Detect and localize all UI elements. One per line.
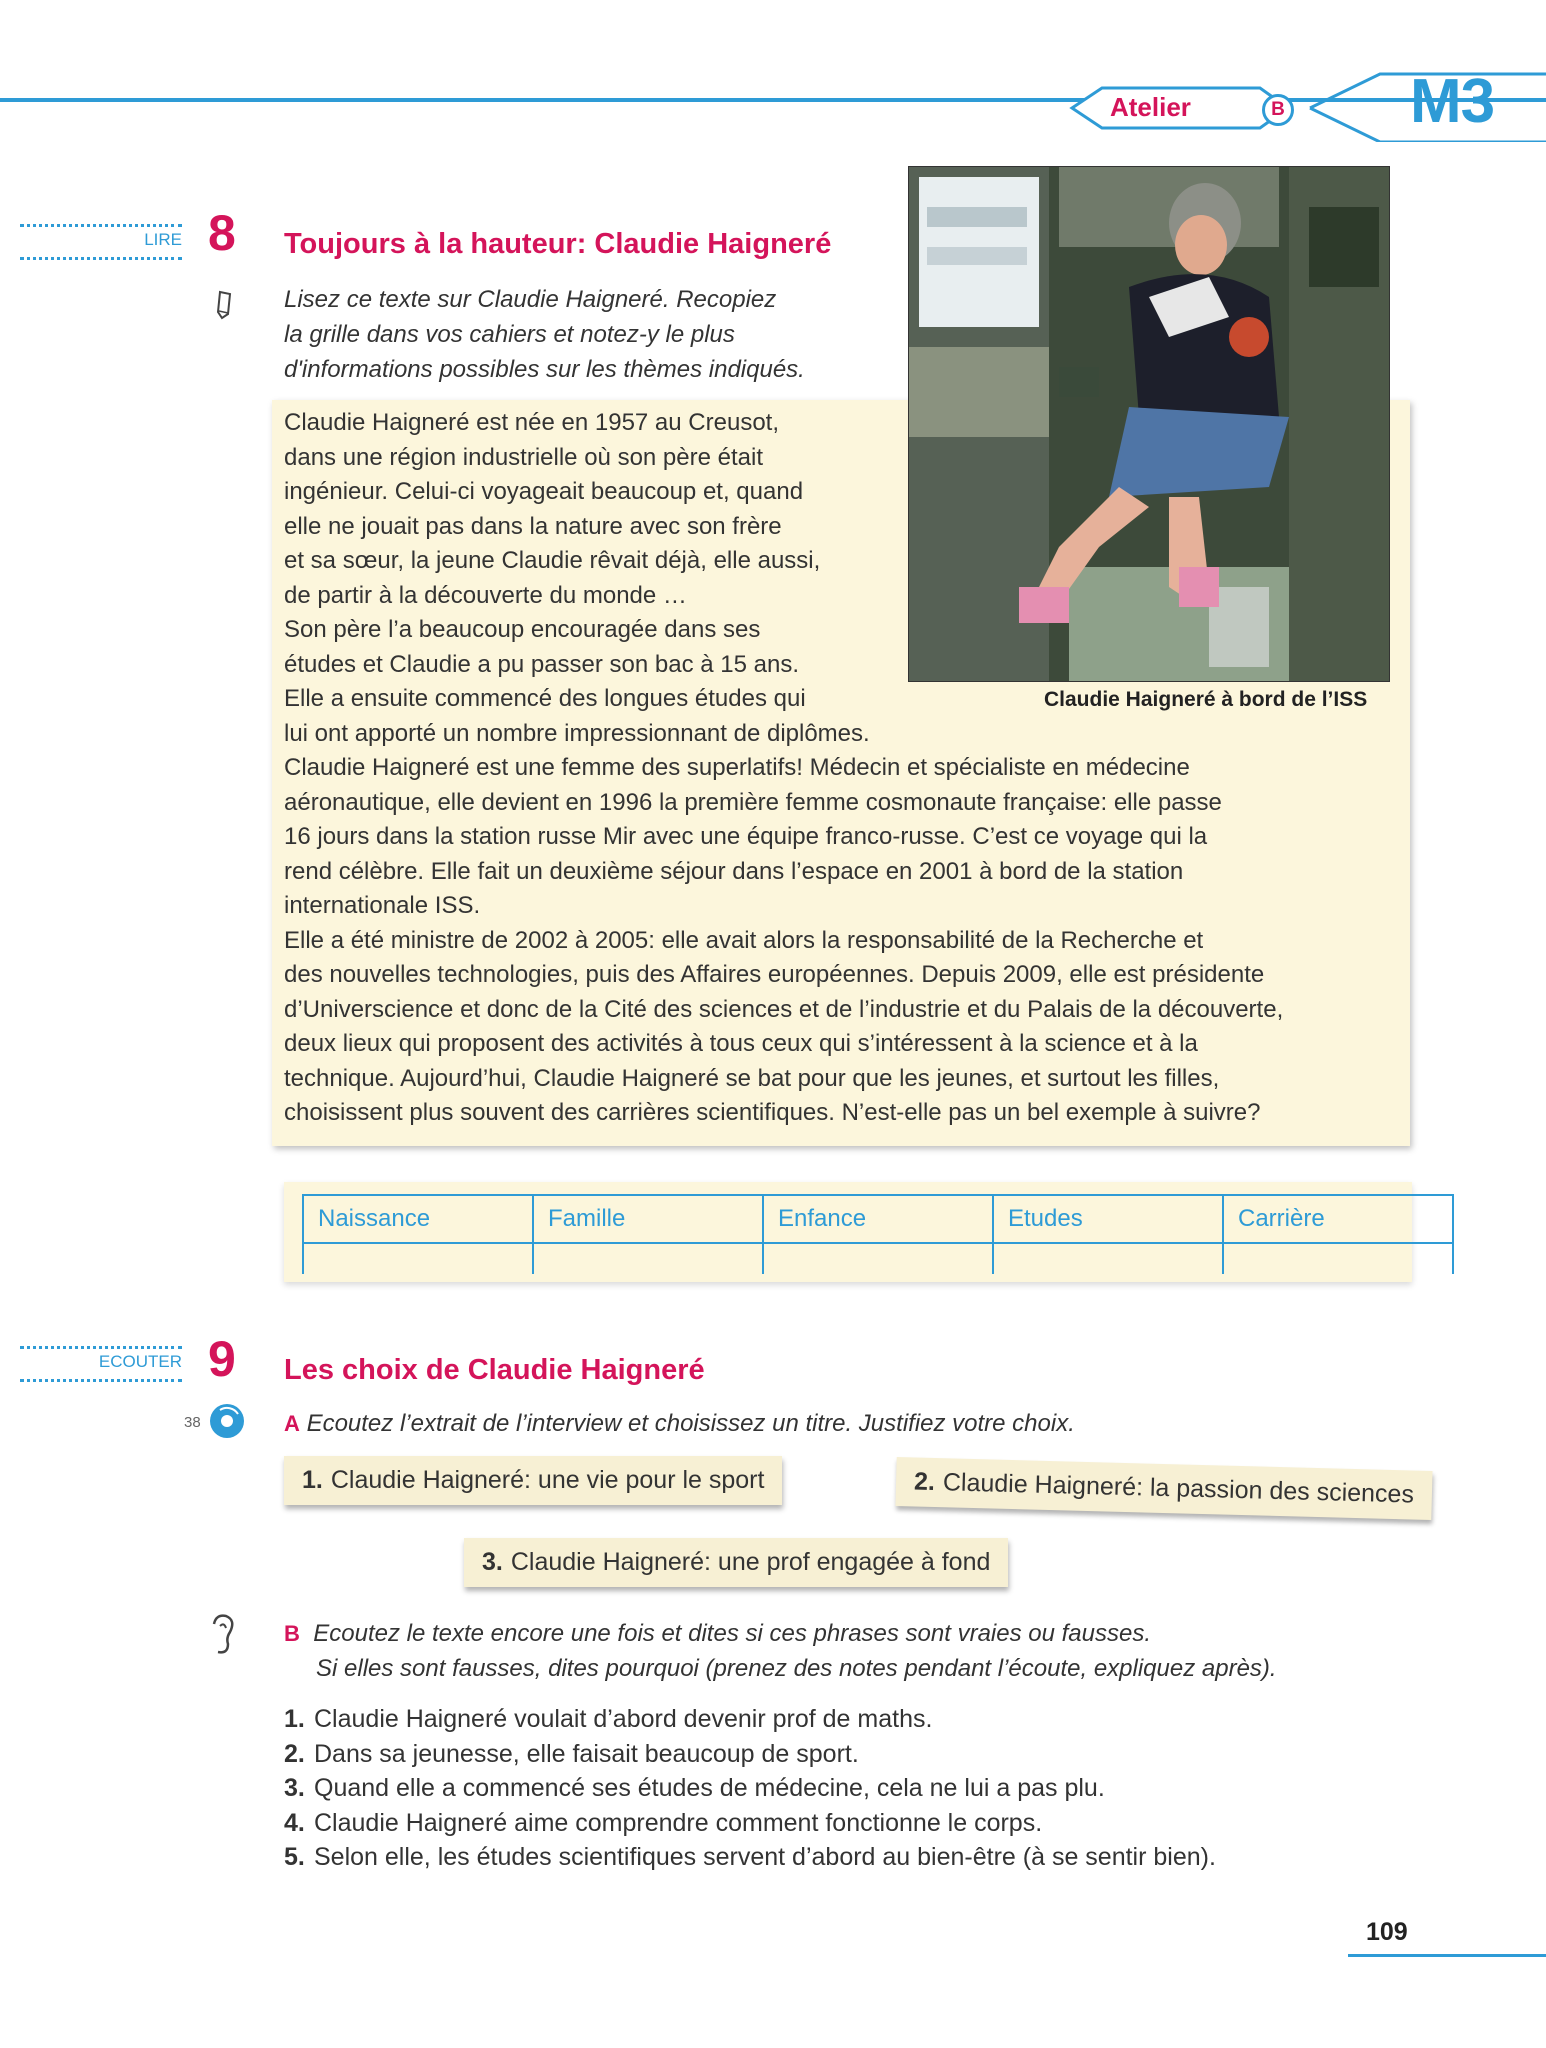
title-option-1: 1. Claudie Haigneré: une vie pour le sport bbox=[284, 1456, 782, 1505]
list-item: 4. Claudie Haigneré aime comprendre comment fonctionne le corps. bbox=[284, 1808, 1043, 1837]
exercise-9b-instruction: B Ecoutez le texte encore une fois et dites si ces phrases sont vraies ou fausses. Si elles sont fausses, dites pourquoi (prenez des notes pendant l’écoute, expliquez après). bbox=[284, 1620, 1277, 1682]
grid-cell bbox=[1223, 1243, 1453, 1274]
atelier-label: Atelier bbox=[1110, 92, 1191, 122]
atelier-letter-badge: B bbox=[1262, 94, 1294, 126]
grid-cell bbox=[763, 1243, 993, 1274]
list-item: 1. Claudie Haigneré voulait d’abord devenir prof de maths. bbox=[284, 1705, 933, 1733]
notes-grid bbox=[302, 1194, 1454, 1274]
reading-text: Claudie Haigneré est née en 1957 au Creusot, dans une région industrielle où son père était ingénieur. Celui-ci voyageait beaucoup et, quand elle ne jouait pas dans la nature avec son frère et sa sœur, la jeune Claudie rêvait déjà, elle aussi, de partir à la découverte du monde … Son père l’a beaucoup encouragée dans ses études et Claudie a pu passer son bac à 15 ans. Elle a ensuite commencé des longues études qui lui ont apporté un nombre impressionnant de diplômes. Claudie Haigneré est une femme des superlatifs! Médecin et spécialiste en médecine aéronautique, elle devient en 1996 la première femme cosmonaute française: elle passe 16 jours dans la station russe Mir avec une équipe franco-russe. C’est ce voyage qui la rend célèbre. Elle fait un deuxième séjour dans l’espace en 2001 à bord de la station internationale ISS. Elle a été ministre de 2002 à 2005: elle avait alors la responsabilité de la Recherche et des nouvelles technologies, puis des Affaires européennes. Depuis 2009, elle est présidente d’Universcience et donc de la Cité des sciences et de l’industrie et du Palais de la découverte, deux lieux qui proposent des activités à tous ceux qui s’intéressent à la science et à la technique. Aujourd’hui, Claudie Haigneré se bat pour que les jeunes, et surtout les filles, choisissent plus souvent des carrières scientifiques. N’est-elle pas un bel exemple à suivre? bbox=[284, 409, 1284, 1126]
exercise-number-9: 9 bbox=[208, 1331, 236, 1387]
grid-cell bbox=[533, 1243, 763, 1274]
list-item: 5. Selon elle, les études scientifiques servent d’abord au bien-être (à se sentir bien). bbox=[284, 1843, 1216, 1871]
skill-ecouter: ECOUTER bbox=[98, 1352, 182, 1371]
pencil-icon bbox=[212, 290, 238, 320]
skill-lire: LIRE bbox=[144, 230, 182, 249]
exercise-9-title: Les choix de Claudie Haigneré bbox=[284, 1354, 705, 1386]
ear-icon bbox=[206, 1612, 240, 1658]
statements-list bbox=[284, 1702, 1216, 1875]
list-item: 2. Dans sa jeunesse, elle faisait beaucoup de sport. bbox=[284, 1739, 859, 1768]
grid-header-enfance: Enfance bbox=[763, 1195, 993, 1243]
grid-header-carriere: Carrière bbox=[1223, 1195, 1453, 1243]
photo-caption: Claudie Haigneré à bord de l’ISS bbox=[1044, 688, 1368, 711]
grid-cell bbox=[993, 1243, 1223, 1274]
grid-header-etudes: Etudes bbox=[993, 1195, 1223, 1243]
grid-header-famille: Famille bbox=[533, 1195, 763, 1243]
exercise-number-8: 8 bbox=[208, 205, 236, 261]
page-number-rule bbox=[1348, 1954, 1546, 1957]
exercise-9a-instruction: A Ecoutez l’extrait de l’interview et choisissez un titre. Justifiez votre choix. bbox=[284, 1410, 1075, 1437]
grid-header-naissance: Naissance bbox=[303, 1195, 533, 1243]
title-option-3: 3. Claudie Haigneré: une prof engagée à fond bbox=[464, 1538, 1008, 1587]
exercise-8-instruction: Lisez ce texte sur Claudie Haigneré. Recopiez la grille dans vos cahiers et notez-y le plus d'informations possibles sur les thèmes indiqués. bbox=[284, 286, 805, 383]
title-option-2: 2. Claudie Haigneré: la passion des sciences bbox=[895, 1457, 1432, 1520]
module-code: M3 bbox=[1410, 67, 1495, 136]
page-number: 109 bbox=[1366, 1918, 1408, 1946]
audio-track-number: 38 bbox=[184, 1414, 201, 1431]
grid-cell bbox=[303, 1243, 533, 1274]
audio-cd-icon[interactable] bbox=[210, 1404, 244, 1438]
list-item: 3. Quand elle a commencé ses études de médecine, cela ne lui a pas plu. bbox=[284, 1774, 1105, 1802]
exercise-8-title: Toujours à la hauteur: Claudie Haigneré bbox=[284, 228, 832, 260]
